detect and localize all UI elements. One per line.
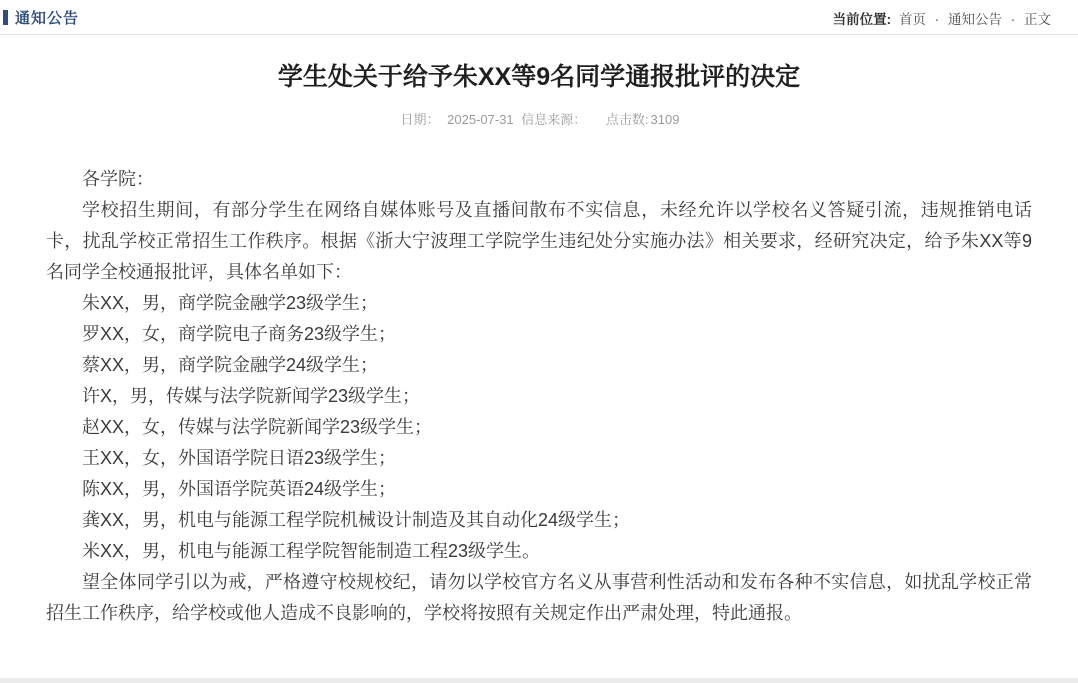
date-value: 2025-07-31 (447, 112, 514, 127)
footer-divider-bar (0, 678, 1078, 683)
hits-value: 3109 (650, 112, 680, 127)
page-header (0, 0, 1078, 35)
heading-accent-bar-icon (3, 10, 8, 25)
hits-label: 点击数: (605, 112, 649, 127)
article-title: 学生处关于给予朱XX等9名同学通报批评的决定 (277, 63, 801, 91)
article-meta (0, 109, 1078, 128)
breadcrumb-separator: · (1010, 11, 1016, 27)
section-heading-label: 通知公告 (15, 10, 80, 27)
article-body (0, 164, 1078, 629)
breadcrumb-separator: · (934, 11, 940, 27)
student-list-item: 米XX，男，机电与能源工程学院智能制造工程23级学生。 (82, 541, 541, 561)
source-label: 信息来源： (521, 112, 587, 127)
student-list-item: 罗XX，女，商学院电子商务23级学生； (82, 324, 397, 344)
salutation: 各学院： (82, 169, 154, 189)
student-list-item: 蔡XX，男，商学院金融学24级学生； (82, 355, 379, 375)
breadcrumb-current-page: 正文 (1024, 11, 1051, 27)
student-list-item: 朱XX，男，商学院金融学23级学生； (82, 293, 379, 313)
student-list-item: 赵XX，女，传媒与法学院新闻学23级学生； (82, 417, 433, 437)
breadcrumb (833, 8, 1051, 28)
student-list-item: 龚XX，男，机电与能源工程学院机械设计制造及其自动化24级学生； (82, 510, 631, 530)
body-paragraph: 学校招生期间，有部分学生在网络自媒体账号及直播间散布不实信息，未经允许以学校名义答疑引流，违规推销电话卡，扰乱学校正常招生工作秩序。根据《浙大宁波理工学院学生违纪处分实施办法》相关要求，经研究决定，给予朱XX等9名同学全校通报批评，具体名单如下： (46, 200, 1032, 282)
breadcrumb-home-link[interactable]: 首页 (898, 11, 926, 27)
section-heading (3, 7, 79, 28)
breadcrumb-notices-link[interactable]: 通知公告 (947, 11, 1002, 27)
student-list-item: 王XX，女，外国语学院日语23级学生； (82, 448, 397, 468)
student-list-item: 陈XX，男，外国语学院英语24级学生； (82, 479, 397, 499)
breadcrumb-label: 当前位置: (832, 11, 892, 27)
student-list-item: 许X，男，传媒与法学院新闻学23级学生； (82, 386, 421, 406)
closing-paragraph: 望全体同学引以为戒，严格遵守校规校纪，请勿以学校官方名义从事营利性活动和发布各种不实信息，如扰乱学校正常招生工作秩序，给学校或他人造成不良影响的，学校将按照有关规定作出严肃处理，特此通报。 (46, 572, 1032, 623)
date-label: 日期： (400, 112, 440, 127)
